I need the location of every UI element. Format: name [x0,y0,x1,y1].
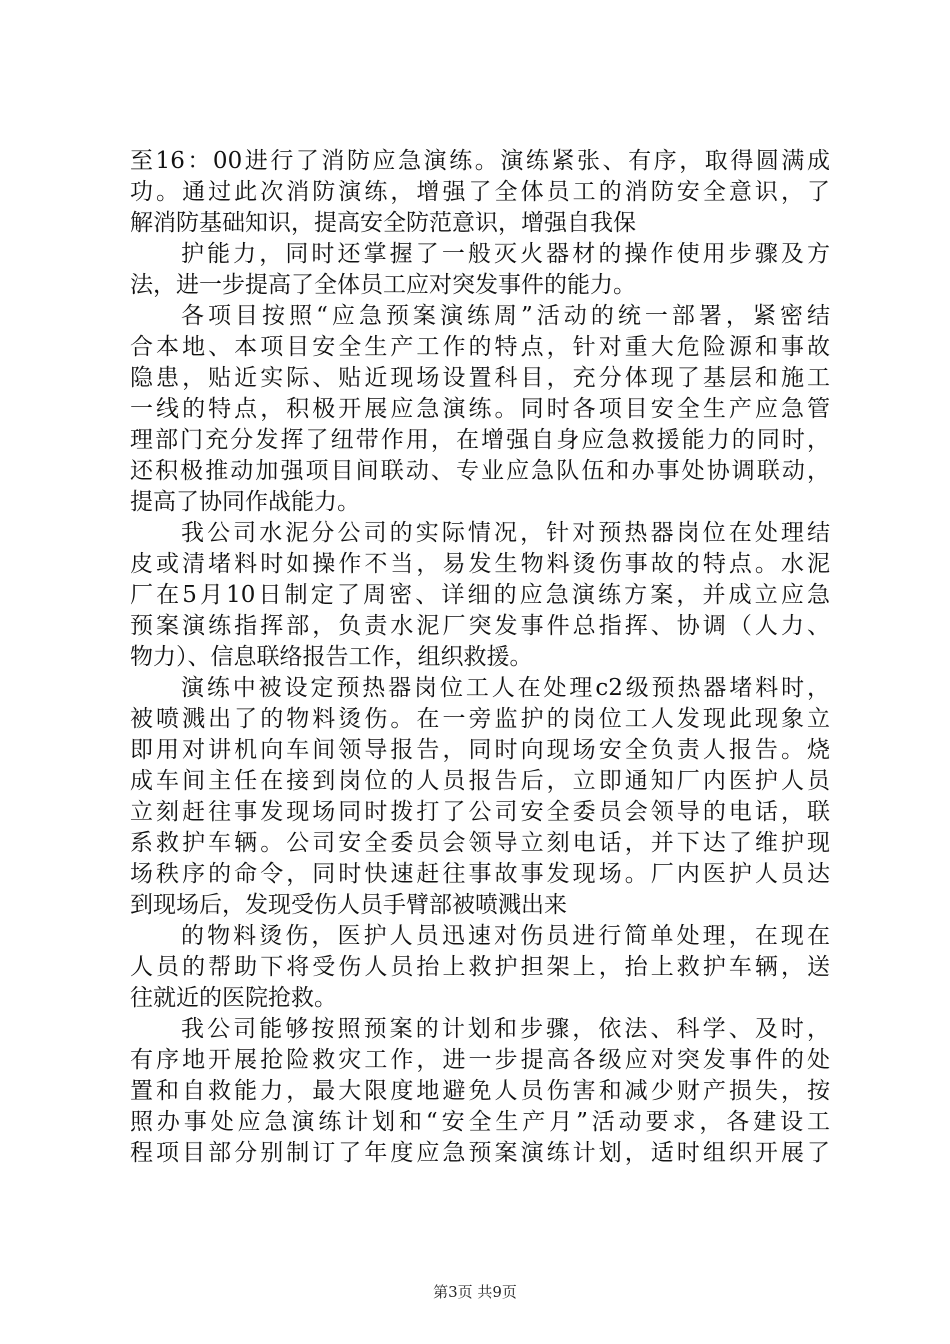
text-line: 理部门充分发挥了纽带作用，在增强自身应急救援能力的同时， [130,427,830,453]
text-line: 的物料烫伤，医护人员迅速对伤员进行简单处理，在现在 [181,923,830,949]
text-line: 厂在5月10日制定了周密、详细的应急演练方案，并成立应急 [130,582,830,608]
text-line: 成车间主任在接到岗位的人员报告后，立即通知厂内医护人员 [130,768,830,794]
text-line: 有序地开展抢险救灾工作，进一步提高各级应对突发事件的处 [130,1047,830,1073]
paragraph [130,518,830,673]
text-line: 我公司水泥分公司的实际情况，针对预热器岗位在处理结 [181,520,830,546]
text-line: 人员的帮助下将受伤人员抬上救护担架上，抬上救护车辆，送 [130,954,830,980]
text-line: 置和自救能力，最大限度地避免人员伤害和减少财产损失，按 [130,1078,830,1104]
paragraph [130,301,830,518]
paragraph [130,239,830,301]
text-line: 到现场后，发现受伤人员手臂部被喷溅出来 [130,892,567,918]
text-line: 演练中被设定预热器岗位工人在处理c2级预热器堵料时， [181,675,830,701]
text-line: 被喷溅出了的物料烫伤。在一旁监护的岗位工人发现此现象立 [130,706,830,732]
text-line: 合本地、本项目安全生产工作的特点，针对重大危险源和事故 [130,334,830,360]
paragraph [130,1014,830,1169]
text-line: 预案演练指挥部，负责水泥厂突发事件总指挥、协调（人力、 [130,613,830,639]
page-number-footer: 第3页 共9页 [433,1283,517,1301]
paragraph [130,673,830,921]
text-line: 皮或清堵料时如操作不当，易发生物料烫伤事故的特点。水泥 [130,551,830,577]
text-line: 物力）、信息联络报告工作，组织救援。 [130,644,533,670]
text-line: 即用对讲机向车间领导报告，同时向现场安全负责人报告。烧 [130,737,830,763]
paragraph [130,146,830,239]
text-line: 还积极推动加强项目间联动、专业应急队伍和办事处协调联动， [130,458,830,484]
text-line: 提高了协同作战能力。 [130,489,360,515]
text-line: 至16：00进行了消防应急演练。演练紧张、有序，取得圆满成 [130,148,830,174]
text-line: 立刻赶往事发现场同时拨打了公司安全委员会领导的电话，联 [130,799,830,825]
text-line: 一线的特点，积极开展应急演练。同时各项目安全生产应急管 [130,396,830,422]
text-line: 场秩序的命令，同时快速赶往事故事发现场。厂内医护人员达 [130,861,830,887]
text-line: 功。通过此次消防演练，增强了全体员工的消防安全意识，了 [130,179,830,205]
text-line: 我公司能够按照预案的计划和步骤，依法、科学、及时， [181,1016,830,1042]
text-line: 照办事处应急演练计划和“安全生产月”活动要求，各建设工 [130,1109,830,1135]
text-line: 系救护车辆。公司安全委员会领导立刻电话，并下达了维护现 [130,830,830,856]
paragraph [130,921,830,1014]
text-line: 程项目部分别制订了年度应急预案演练计划，适时组织开展了 [130,1140,830,1166]
text-line: 各项目按照“应急预案演练周”活动的统一部署，紧密结 [181,303,830,329]
body-text [130,146,830,1169]
text-line: 隐患，贴近实际、贴近现场设置科目，充分体现了基层和施工 [130,365,830,391]
text-line: 法，进一步提高了全体员工应对突发事件的能力。 [130,272,636,298]
text-line: 往就近的医院抢救。 [130,985,337,1011]
text-line: 护能力，同时还掌握了一般灭火器材的操作使用步骤及方 [181,241,830,267]
text-line: 解消防基础知识，提高安全防范意识，增强自我保 [130,210,636,236]
